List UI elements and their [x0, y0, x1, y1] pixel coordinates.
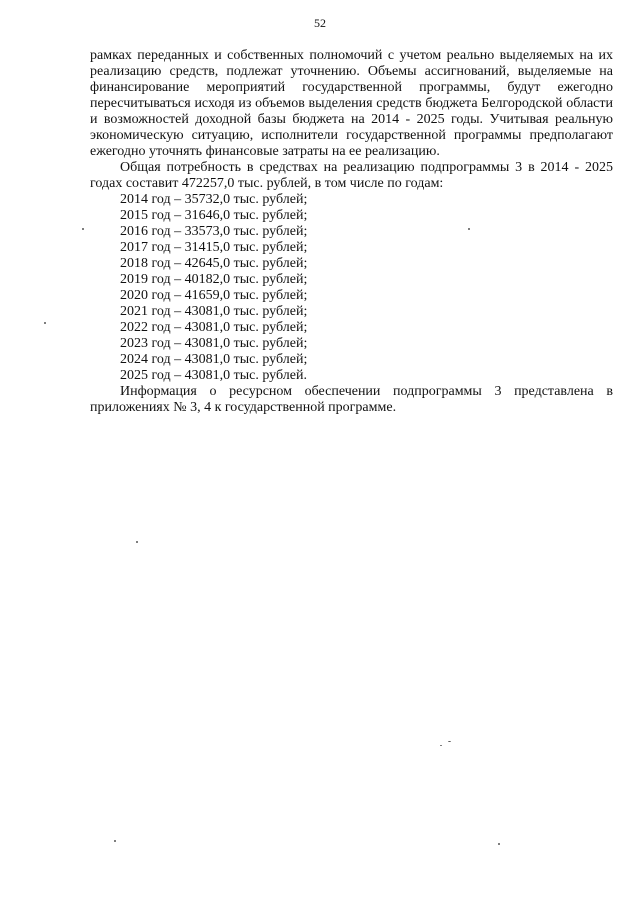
document-body: [90, 48, 613, 416]
scan-speck: [498, 843, 500, 845]
scan-speck: [448, 741, 451, 742]
funding-year-item: 2017 год – 31415,0 тыс. рублей;: [120, 240, 308, 255]
funding-year-item: 2021 год – 43081,0 тыс. рублей;: [120, 304, 308, 319]
funding-year-item: 2022 год – 43081,0 тыс. рублей;: [120, 320, 308, 335]
scan-speck: [44, 322, 46, 324]
scan-speck: [440, 745, 442, 746]
funding-year-item: 2015 год – 31646,0 тыс. рублей;: [120, 208, 308, 223]
funding-year-item: 2025 год – 43081,0 тыс. рублей.: [120, 368, 307, 383]
scan-speck: [136, 541, 138, 543]
funding-year-item: 2019 год – 40182,0 тыс. рублей;: [120, 272, 308, 287]
paragraph-total-need: Общая потребность в средствах на реализацию подпрограммы 3 в 2014 - 2025 годах составит 472257,0 тыс. рублей, в том числе по годам:: [90, 160, 613, 191]
paragraph-funding-clarification: рамках переданных и собственных полномочий с учетом реально выделяемых на их реализацию средств, подлежат уточнению. Объемы ассигнований, выделяемые на финансирование мероприятий государственной программы, будут ежегодно пересчитываться исходя из объемов выделения средств бюджета Белгородской области и возможностей доходной базы бюджета на 2014 - 2025 годы. Учитывая реальную экономическую ситуацию, исполнители государственной программы предполагают ежегодно уточнять финансовые затраты на ее реализацию.: [90, 48, 613, 159]
funding-year-item: 2018 год – 42645,0 тыс. рублей;: [120, 256, 308, 271]
scan-speck: [82, 228, 84, 230]
paragraph-resource-info: Информация о ресурсном обеспечении подпрограммы 3 представлена в приложениях № 3, 4 к государственной программе.: [90, 384, 613, 415]
funding-year-item: 2020 год – 41659,0 тыс. рублей;: [120, 288, 308, 303]
funding-year-item: 2023 год – 43081,0 тыс. рублей;: [120, 336, 308, 351]
funding-year-item: 2024 год – 43081,0 тыс. рублей;: [120, 352, 308, 367]
scan-speck: [114, 840, 116, 842]
funding-year-item: 2014 год – 35732,0 тыс. рублей;: [120, 192, 308, 207]
page-number: 52: [314, 16, 326, 30]
funding-by-year-list: [90, 192, 613, 384]
scan-speck: [468, 228, 470, 230]
funding-year-item: 2016 год – 33573,0 тыс. рублей;: [120, 224, 308, 239]
